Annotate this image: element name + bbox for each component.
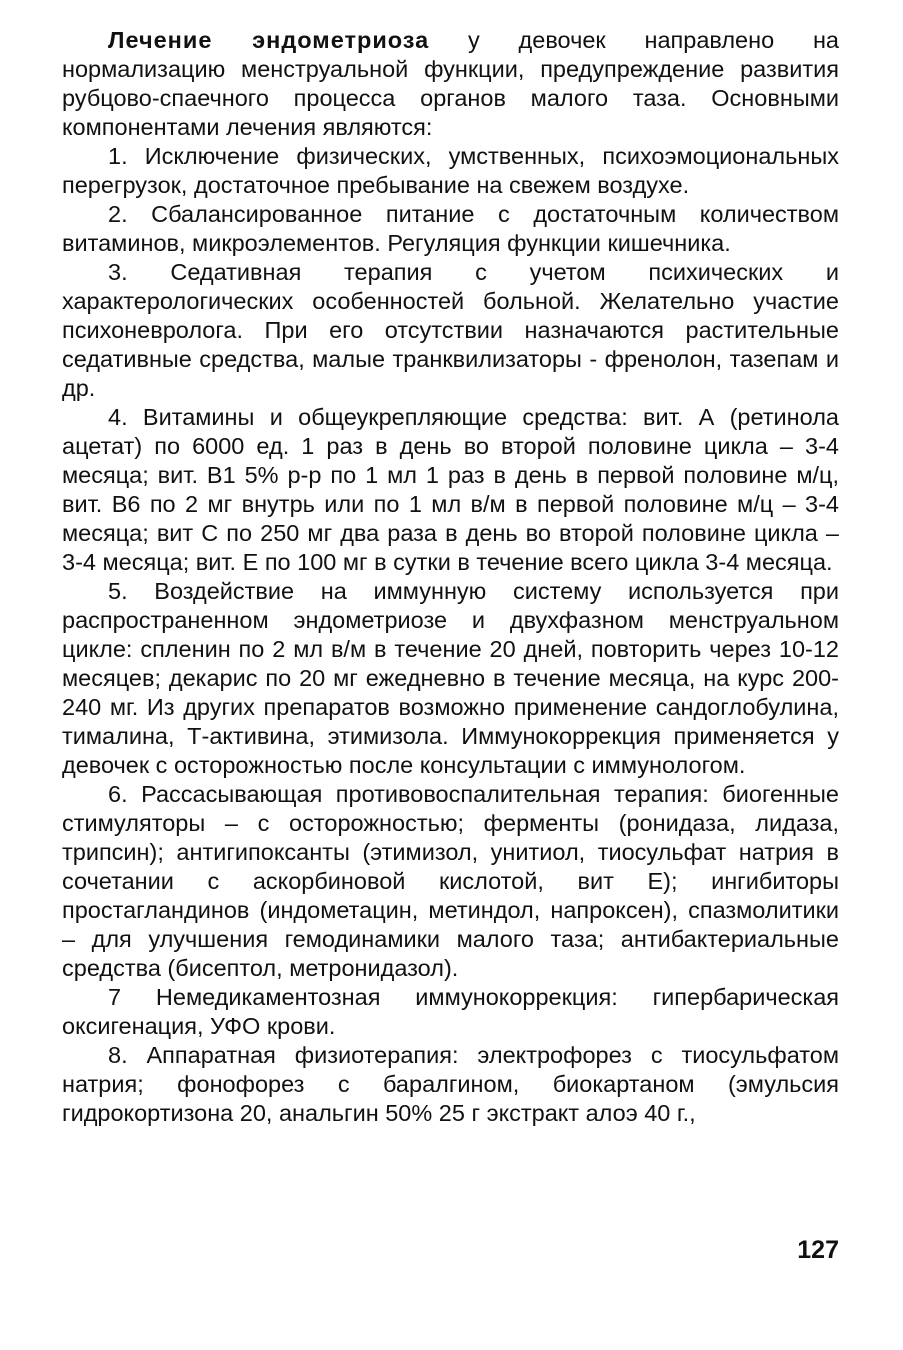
page-number: 127 (797, 1236, 839, 1264)
list-item-5: 5. Воздействие на иммунную систему используется при распространенном эндометриозе и двухфазном менструальном цикле: спленин по 2 мл в/м в течение 20 дней, повторить через 10-12 месяцев; декарис по 20 мг ежедневно в течение месяца, на курс 200-240 мг. Из других препаратов возможно применение сандоглобулина, тималина, Т-активина, этимизола. Иммунокоррекция применяется у девочек с осторожностью после консультации с иммунологом. (62, 578, 839, 778)
list-item-6: 6. Рассасывающая противовоспалительная терапия: биогенные стимуляторы – с осторожностью; ферменты (ронидаза, лидаза, трипсин); антигипоксанты (этимизол, унитиол, тиосульфат натрия в сочетании с аскорбиновой кислотой, вит Е); ингибиторы простагландинов (индометацин, метиндол, напроксен), спазмолитики – для улучшения гемодинамики малого таза; антибактериальные средства (бисептол, метронидазол). (62, 781, 839, 981)
list-item-3: 3. Седативная терапия с учетом психических и характерологических особенностей больной. Желательно участие психоневролога. При его отсутствии назначаются растительные седативные средства, малые транквилизаторы - френолон, тазепам и др. (62, 259, 839, 401)
page-body (62, 26, 839, 1128)
list-item-2: 2. Сбалансированное питание с достаточным количеством витаминов, микроэлементов. Регуляция функции кишечника. (62, 201, 839, 256)
list-item-7: 7 Немедикаментозная иммунокоррекция: гипербарическая оксигенация, УФО крови. (62, 984, 839, 1039)
list-item-1: 1. Исключение физических, умственных, психоэмоциональных перегрузок, достаточное пребывание на свежем воздухе. (62, 143, 839, 198)
intro-text: у девочек направлено на нормализацию менструальной функции, предупреждение развития рубцово-спаечного процесса органов малого таза. Основными компонентами лечения являются: (62, 27, 839, 140)
list-item-8: 8. Аппаратная физиотерапия: электрофорез с тиосульфатом натрия; фонофорез с баралгином, биокартаном (эмульсия гидрокортизона 20, анальгин 50% 25 г экстракт алоэ 40 г., (62, 1042, 839, 1126)
list-item-4: 4. Витамины и общеукрепляющие средства: вит. А (ретинола ацетат) по 6000 ед. 1 раз в день во второй половине цикла – 3-4 месяца; вит. В1 5% р-р по 1 мл 1 раз в день в первой половине м/ц, вит. В6 по 2 мг внутрь или по 1 мл в/м в первой половине м/ц – 3-4 месяца; вит С по 250 мг два раза в день во второй половине цикла – 3-4 месяца; вит. Е по 100 мг в сутки в течение всего цикла 3-4 месяца. (62, 404, 839, 575)
intro-lead: Лечение эндометриоза (108, 27, 430, 53)
intro-paragraph (62, 26, 839, 142)
